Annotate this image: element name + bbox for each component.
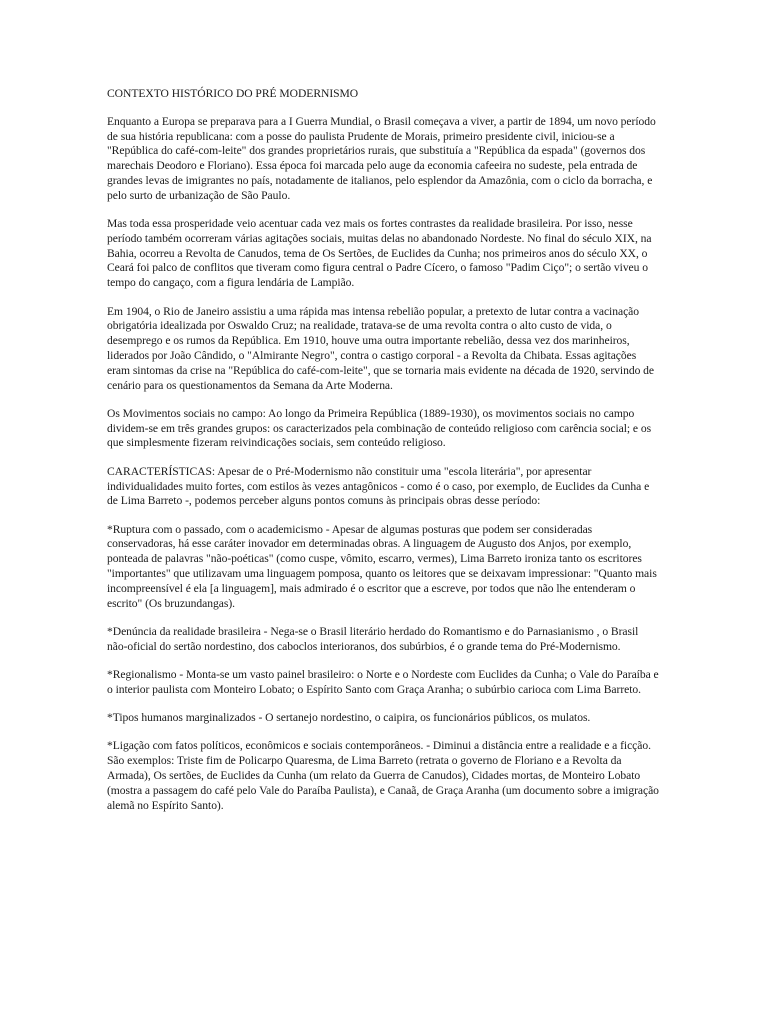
paragraph-rupture: *Ruptura com o passado, com o academicismo - Apesar de algumas posturas que podem ser consideradas conservadoras, há esse caráter inovador em determinadas obras. A linguagem de Augusto dos Anjos, por exemplo, ponteada de palavras "não-poéticas" (como cuspe, vômito, escarro, vermes), Lima Barreto ironiza tanto os escritores "importantes" que utilizavam uma linguagem pomposa, quanto os leitores que se deixavam impressionar: "Quanto mais incompreensível é ela [a linguagem], mais admirado é o escritor que a escreve, por todos que não lhe entenderam o escrito" (Os bruzundangas).	[107, 522, 657, 610]
paragraph-marginalized-types: *Tipos humanos marginalizados - O sertanejo nordestino, o caipira, os funcionários públicos, os mulatos.	[107, 711, 591, 725]
paragraph-intro: Enquanto a Europa se preparava para a I Guerra Mundial, o Brasil começava a viver, a partir de 1894, um novo período de sua história republicana: com a posse do paulista Prudente de Morais, primeiro presidente civil, iniciou-se a "República do café-com-leite" dos grandes proprietários rurais, que substituía a "República da espada" (governos dos marechais Deodoro e Floriano). Essa época foi marcada pelo auge da economia cafeeira no sudeste, pela entrada de grandes levas de imigrantes no país, notadamente de italianos, pelo esplendor da Amazônia, com o ciclo da borracha, e pelo surto de urbanização de São Paulo.	[107, 114, 656, 202]
paragraph-denunciation: *Denúncia da realidade brasileira - Nega-se o Brasil literário herdado do Romantismo e do Parnasianismo , o Brasil não-oficial do sertão nordestino, dos caboclos interioranos, dos subúrbios, é o grande tema do Pré-Modernismo.	[107, 624, 639, 653]
paragraph-characteristics: CARACTERÍSTICAS: Apesar de o Pré-Modernismo não constituir uma "escola literária", por apresentar individualidades muito fortes, com estilos às vezes antagônicos - como é o caso, por exemplo, de Euclides da Cunha e de Lima Barreto -, podemos perceber alguns pontos comuns às principais obras desse período:	[107, 464, 650, 508]
paragraph-regionalism: *Regionalismo - Monta-se um vasto painel brasileiro: o Norte e o Nordeste com Euclides da Cunha; o Vale do Paraíba e o interior paulista com Monteiro Lobato; o Espírito Santo com Graça Aranha; o subúrbio carioca com Lima Barreto.	[107, 668, 659, 696]
paragraph-contrasts: Mas toda essa prosperidade veio acentuar cada vez mais os fortes contrastes da realidade brasileira. Por isso, nesse período também ocorreram várias agitações sociais, muitas delas no abandonado Nordeste. No final do século XIX, na Bahia, ocorreu a Revolta de Canudos, tema de Os Sertões, de Euclides da Cunha; nos primeiros anos do século XX, o Ceará foi palco de conflitos que tiveram como figura central o Padre Cícero, o famoso "Padim Ciço"; o sertão viveu o tempo do cangaço, com a figura lendária de Lampião.	[107, 217, 652, 290]
paragraph-rebellions: Em 1904, o Rio de Janeiro assistiu a uma rápida mas intensa rebelião popular, a pretexto de lutar contra a vacinação obrigatória idealizada por Oswaldo Cruz; na realidade, tratava-se de uma revolta contra o alto custo de vida, o desemprego e os rumos da República. Em 1910, houve uma outra importante rebelião, dessa vez dos marinheiros, liderados por João Cândido, o "Almirante Negro", contra o castigo corporal - a Revolta da Chibata. Essas agitações eram sintomas da crise na "República do café-com-leite", que se tornaria mais evidente na década de 1920, servindo de cenário para os questionamentos da Semana da Arte Moderna.	[107, 304, 655, 392]
paragraph-rural-movements: Os Movimentos sociais no campo: Ao longo da Primeira República (1889-1930), os movimentos sociais no campo dividem-se em três grandes grupos: os caracterizados pela combinação de conteúdo religioso com carência social; e os que simplesmente fizeram reivindicações sociais, sem conteúdo religioso.	[107, 406, 652, 450]
paragraph-political-facts: *Ligação com fatos políticos, econômicos e sociais contemporâneos. - Diminui a distância entre a realidade e a ficção. São exemplos: Triste fim de Policarpo Quaresma, de Lima Barreto (retrata o governo de Floriano e a Revolta da Armada), Os sertões, de Euclides da Cunha (um relato da Guerra de Canudos), Cidades mortas, de Monteiro Lobato (mostra a passagem do café pelo Vale do Paraíba Paulista), e Canaã, de Graça Aranha (um documento sobre a imigração alemã no Espírito Santo).	[107, 739, 659, 812]
document-page	[107, 87, 660, 827]
document-title: CONTEXTO HISTÓRICO DO PRÉ MODERNISMO	[107, 87, 359, 100]
